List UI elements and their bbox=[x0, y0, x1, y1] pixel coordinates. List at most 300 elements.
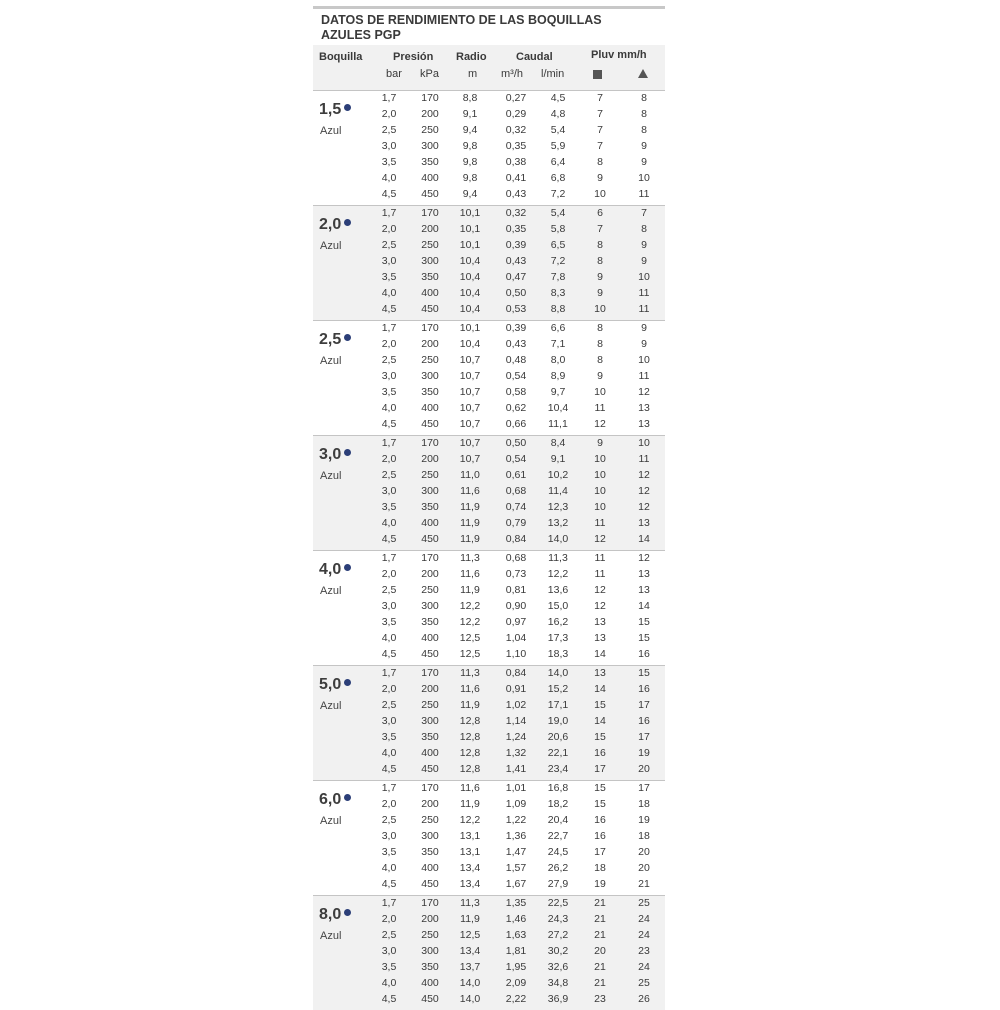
cell-kpa: 300 bbox=[421, 140, 439, 152]
cell-kpa: 200 bbox=[421, 108, 439, 120]
cell-caudal-lmin: 12,2 bbox=[547, 568, 569, 580]
cell-pluv-square: 12 bbox=[594, 584, 606, 596]
cell-kpa: 400 bbox=[421, 632, 439, 644]
table-row bbox=[313, 568, 665, 584]
cell-caudal-m3h: 1,36 bbox=[505, 830, 527, 842]
cell-kpa: 400 bbox=[421, 172, 439, 184]
cell-caudal-lmin: 36,9 bbox=[547, 993, 569, 1005]
cell-caudal-m3h: 1,02 bbox=[505, 699, 527, 711]
nozzle-size: 4,0 bbox=[319, 561, 342, 578]
table-row bbox=[313, 584, 665, 600]
cell-bar: 4,0 bbox=[381, 402, 397, 414]
nozzle-size: 1,5 bbox=[319, 101, 342, 118]
table-row bbox=[313, 338, 665, 354]
cell-caudal-lmin: 7,1 bbox=[550, 338, 566, 350]
cell-pluv-triangle: 24 bbox=[638, 929, 650, 941]
cell-radio: 10,4 bbox=[459, 303, 481, 315]
cell-radio: 14,0 bbox=[459, 993, 481, 1005]
cell-caudal-m3h: 0,53 bbox=[505, 303, 527, 315]
cell-kpa: 170 bbox=[421, 437, 439, 449]
cell-radio: 10,7 bbox=[459, 354, 481, 366]
cell-pluv-square: 13 bbox=[594, 632, 606, 644]
cell-bar: 3,5 bbox=[381, 961, 397, 973]
cell-pluv-square: 15 bbox=[594, 782, 606, 794]
cell-pluv-triangle: 16 bbox=[638, 715, 650, 727]
table-row bbox=[313, 108, 665, 124]
cell-caudal-lmin: 12,3 bbox=[547, 501, 569, 513]
cell-pluv-triangle: 11 bbox=[638, 370, 650, 382]
table-row bbox=[313, 156, 665, 172]
cell-kpa: 300 bbox=[421, 600, 439, 612]
table-row bbox=[313, 961, 665, 977]
cell-caudal-m3h: 0,68 bbox=[505, 552, 527, 564]
nozzle-color: Azul bbox=[320, 240, 342, 252]
nozzle-color: Azul bbox=[320, 585, 342, 597]
section-divider bbox=[313, 435, 665, 436]
cell-radio: 11,3 bbox=[460, 897, 480, 909]
nozzle-size: 3,0 bbox=[319, 446, 342, 463]
nozzle-size: 8,0 bbox=[319, 906, 342, 923]
table-row bbox=[313, 386, 665, 402]
cell-bar: 4,0 bbox=[381, 862, 397, 874]
cell-caudal-lmin: 9,1 bbox=[550, 453, 566, 465]
cell-caudal-lmin: 11,4 bbox=[548, 485, 568, 497]
cell-pluv-square: 13 bbox=[594, 667, 606, 679]
cell-pluv-square: 6 bbox=[597, 207, 603, 219]
cell-bar: 4,5 bbox=[381, 188, 397, 200]
section-divider bbox=[313, 780, 665, 781]
top-rule bbox=[313, 6, 665, 9]
cell-pluv-square: 19 bbox=[594, 878, 606, 890]
cell-pluv-triangle: 9 bbox=[641, 156, 647, 168]
cell-pluv-square: 12 bbox=[594, 600, 606, 612]
cell-caudal-m3h: 1,22 bbox=[505, 814, 527, 826]
cell-pluv-triangle: 8 bbox=[641, 108, 647, 120]
cell-kpa: 450 bbox=[421, 763, 439, 775]
cell-pluv-square: 17 bbox=[594, 763, 606, 775]
cell-radio: 10,7 bbox=[459, 437, 481, 449]
cell-caudal-m3h: 0,43 bbox=[505, 188, 527, 200]
cell-bar: 4,0 bbox=[381, 632, 397, 644]
table-row bbox=[313, 303, 665, 319]
cell-pluv-square: 15 bbox=[594, 731, 606, 743]
cell-pluv-square: 21 bbox=[594, 961, 606, 973]
cell-caudal-lmin: 20,6 bbox=[547, 731, 569, 743]
cell-pluv-square: 21 bbox=[594, 897, 606, 909]
cell-kpa: 250 bbox=[421, 239, 439, 251]
cell-bar: 2,5 bbox=[381, 239, 397, 251]
cell-bar: 2,0 bbox=[381, 798, 397, 810]
cell-bar: 4,5 bbox=[381, 878, 397, 890]
cell-radio: 9,8 bbox=[462, 156, 478, 168]
cell-caudal-m3h: 1,57 bbox=[505, 862, 527, 874]
cell-kpa: 350 bbox=[421, 731, 439, 743]
cell-caudal-lmin: 6,8 bbox=[550, 172, 566, 184]
cell-radio: 9,8 bbox=[462, 172, 478, 184]
cell-caudal-lmin: 5,9 bbox=[550, 140, 566, 152]
cell-kpa: 250 bbox=[421, 699, 439, 711]
cell-pluv-square: 7 bbox=[597, 140, 603, 152]
cell-pluv-triangle: 14 bbox=[638, 600, 650, 612]
cell-radio: 11,9 bbox=[460, 798, 480, 810]
cell-caudal-lmin: 27,9 bbox=[547, 878, 569, 890]
cell-caudal-lmin: 5,8 bbox=[550, 223, 566, 235]
cell-pluv-square: 10 bbox=[594, 386, 606, 398]
nozzle-color: Azul bbox=[320, 700, 342, 712]
cell-pluv-square: 16 bbox=[594, 747, 606, 759]
cell-pluv-triangle: 10 bbox=[638, 354, 650, 366]
cell-pluv-square: 8 bbox=[597, 338, 603, 350]
cell-caudal-m3h: 0,73 bbox=[505, 568, 527, 580]
cell-kpa: 200 bbox=[421, 223, 439, 235]
table-row bbox=[313, 862, 665, 878]
table-row bbox=[313, 517, 665, 533]
cell-radio: 12,2 bbox=[459, 600, 481, 612]
nozzle-color: Azul bbox=[320, 930, 342, 942]
cell-kpa: 350 bbox=[421, 386, 439, 398]
cell-caudal-lmin: 18,3 bbox=[547, 648, 569, 660]
cell-bar: 1,7 bbox=[381, 322, 397, 334]
cell-caudal-lmin: 30,2 bbox=[547, 945, 569, 957]
nozzle-section bbox=[313, 780, 665, 895]
cell-caudal-lmin: 20,4 bbox=[547, 814, 569, 826]
cell-kpa: 300 bbox=[421, 485, 439, 497]
cell-radio: 10,1 bbox=[459, 223, 481, 235]
table-row bbox=[313, 616, 665, 632]
nozzle-performance-table bbox=[313, 0, 665, 1005]
cell-radio: 9,1 bbox=[462, 108, 478, 120]
cell-bar: 4,0 bbox=[381, 172, 397, 184]
cell-pluv-triangle: 24 bbox=[638, 961, 650, 973]
cell-caudal-m3h: 0,32 bbox=[505, 124, 527, 136]
table-row bbox=[313, 370, 665, 386]
cell-caudal-m3h: 0,38 bbox=[505, 156, 527, 168]
square-icon bbox=[593, 70, 602, 82]
cell-pluv-triangle: 21 bbox=[638, 878, 650, 890]
cell-pluv-square: 15 bbox=[594, 798, 606, 810]
header-unit-m: m bbox=[468, 68, 478, 80]
table-row bbox=[313, 239, 665, 255]
cell-pluv-square: 14 bbox=[594, 648, 606, 660]
cell-pluv-triangle: 12 bbox=[638, 386, 650, 398]
cell-kpa: 350 bbox=[421, 156, 439, 168]
cell-pluv-square: 11 bbox=[594, 402, 606, 414]
cell-pluv-triangle: 11 bbox=[638, 287, 650, 299]
cell-pluv-triangle: 10 bbox=[638, 172, 650, 184]
cell-radio: 11,9 bbox=[460, 517, 480, 529]
cell-radio: 11,3 bbox=[460, 552, 480, 564]
cell-pluv-triangle: 9 bbox=[641, 239, 647, 251]
cell-radio: 10,1 bbox=[459, 239, 481, 251]
cell-radio: 10,7 bbox=[459, 386, 481, 398]
cell-bar: 3,5 bbox=[381, 501, 397, 513]
cell-kpa: 250 bbox=[421, 469, 439, 481]
table-row bbox=[313, 172, 665, 188]
table-row bbox=[313, 830, 665, 846]
cell-radio: 10,7 bbox=[459, 402, 481, 414]
section-divider bbox=[313, 895, 665, 896]
cell-kpa: 170 bbox=[421, 322, 439, 334]
cell-bar: 2,0 bbox=[381, 223, 397, 235]
cell-bar: 3,5 bbox=[381, 616, 397, 628]
cell-pluv-triangle: 15 bbox=[638, 667, 650, 679]
cell-caudal-lmin: 7,2 bbox=[550, 188, 566, 200]
cell-caudal-m3h: 1,14 bbox=[505, 715, 527, 727]
nozzle-section bbox=[313, 665, 665, 780]
nozzle-color: Azul bbox=[320, 815, 342, 827]
table-row bbox=[313, 437, 665, 453]
cell-kpa: 170 bbox=[421, 207, 439, 219]
cell-radio: 12,2 bbox=[459, 814, 481, 826]
cell-bar: 1,7 bbox=[381, 92, 397, 104]
cell-kpa: 300 bbox=[421, 255, 439, 267]
cell-bar: 2,0 bbox=[381, 568, 397, 580]
table-row bbox=[313, 683, 665, 699]
cell-pluv-triangle: 19 bbox=[638, 747, 650, 759]
section-divider bbox=[313, 550, 665, 551]
title-line-2: AZULES PGP bbox=[321, 28, 401, 42]
table-row bbox=[313, 814, 665, 830]
cell-kpa: 400 bbox=[421, 287, 439, 299]
cell-caudal-m3h: 0,90 bbox=[505, 600, 527, 612]
cell-pluv-triangle: 9 bbox=[641, 255, 647, 267]
cell-caudal-lmin: 32,6 bbox=[547, 961, 569, 973]
cell-caudal-m3h: 0,27 bbox=[505, 92, 527, 104]
header-presion: Presión bbox=[393, 51, 434, 63]
table-row bbox=[313, 501, 665, 517]
cell-radio: 11,6 bbox=[460, 782, 480, 794]
cell-caudal-m3h: 2,22 bbox=[505, 993, 527, 1005]
table-row bbox=[313, 715, 665, 731]
cell-caudal-lmin: 11,3 bbox=[548, 552, 568, 564]
cell-radio: 12,5 bbox=[459, 632, 481, 644]
cell-bar: 3,0 bbox=[381, 830, 397, 842]
cell-pluv-triangle: 17 bbox=[638, 782, 650, 794]
nozzle-section bbox=[313, 435, 665, 550]
cell-kpa: 450 bbox=[421, 648, 439, 660]
header-pluv: Pluv mm/h bbox=[591, 49, 647, 61]
cell-radio: 13,4 bbox=[459, 878, 481, 890]
cell-caudal-lmin: 10,2 bbox=[547, 469, 569, 481]
cell-bar: 4,5 bbox=[381, 648, 397, 660]
cell-caudal-m3h: 0,50 bbox=[505, 287, 527, 299]
section-divider bbox=[313, 90, 665, 91]
cell-pluv-square: 21 bbox=[594, 929, 606, 941]
cell-pluv-triangle: 10 bbox=[638, 437, 650, 449]
cell-kpa: 450 bbox=[421, 533, 439, 545]
cell-bar: 1,7 bbox=[381, 207, 397, 219]
cell-radio: 12,8 bbox=[459, 763, 481, 775]
cell-pluv-square: 10 bbox=[594, 303, 606, 315]
cell-bar: 3,5 bbox=[381, 731, 397, 743]
cell-bar: 4,0 bbox=[381, 747, 397, 759]
cell-caudal-m3h: 0,39 bbox=[505, 322, 527, 334]
cell-pluv-square: 21 bbox=[594, 977, 606, 989]
cell-pluv-triangle: 18 bbox=[638, 830, 650, 842]
table-row bbox=[313, 747, 665, 763]
cell-bar: 4,5 bbox=[381, 763, 397, 775]
cell-radio: 11,6 bbox=[460, 485, 480, 497]
table-header bbox=[313, 45, 665, 90]
cell-radio: 11,9 bbox=[460, 501, 480, 513]
cell-bar: 3,5 bbox=[381, 271, 397, 283]
header-unit-bar: bar bbox=[386, 68, 402, 80]
cell-caudal-m3h: 0,43 bbox=[505, 338, 527, 350]
cell-pluv-triangle: 12 bbox=[638, 469, 650, 481]
cell-kpa: 400 bbox=[421, 402, 439, 414]
cell-kpa: 250 bbox=[421, 929, 439, 941]
cell-kpa: 250 bbox=[421, 584, 439, 596]
cell-kpa: 300 bbox=[421, 830, 439, 842]
cell-kpa: 170 bbox=[421, 782, 439, 794]
cell-pluv-triangle: 8 bbox=[641, 223, 647, 235]
cell-pluv-square: 12 bbox=[594, 418, 606, 430]
cell-pluv-square: 9 bbox=[597, 370, 603, 382]
cell-pluv-triangle: 15 bbox=[638, 632, 650, 644]
nozzle-size: 2,0 bbox=[319, 216, 342, 233]
cell-pluv-square: 10 bbox=[594, 453, 606, 465]
cell-pluv-square: 9 bbox=[597, 172, 603, 184]
cell-caudal-lmin: 16,8 bbox=[547, 782, 569, 794]
cell-pluv-triangle: 12 bbox=[638, 501, 650, 513]
cell-caudal-m3h: 1,67 bbox=[505, 878, 527, 890]
cell-caudal-m3h: 1,41 bbox=[505, 763, 527, 775]
cell-caudal-m3h: 1,32 bbox=[505, 747, 527, 759]
cell-kpa: 200 bbox=[421, 338, 439, 350]
cell-radio: 14,0 bbox=[459, 977, 481, 989]
cell-caudal-lmin: 15,2 bbox=[547, 683, 569, 695]
cell-caudal-lmin: 8,0 bbox=[550, 354, 566, 366]
cell-caudal-m3h: 1,35 bbox=[505, 897, 527, 909]
cell-bar: 1,7 bbox=[381, 552, 397, 564]
table-row bbox=[313, 552, 665, 568]
table-row bbox=[313, 632, 665, 648]
cell-pluv-triangle: 11 bbox=[638, 453, 650, 465]
nozzle-color: Azul bbox=[320, 470, 342, 482]
cell-radio: 10,4 bbox=[459, 271, 481, 283]
cell-caudal-m3h: 0,32 bbox=[505, 207, 527, 219]
cell-caudal-lmin: 10,4 bbox=[547, 402, 569, 414]
cell-pluv-square: 10 bbox=[594, 188, 606, 200]
table-row bbox=[313, 897, 665, 913]
cell-caudal-m3h: 0,97 bbox=[505, 616, 527, 628]
cell-kpa: 170 bbox=[421, 92, 439, 104]
cell-pluv-triangle: 20 bbox=[638, 763, 650, 775]
table-row bbox=[313, 287, 665, 303]
cell-pluv-square: 7 bbox=[597, 124, 603, 136]
cell-caudal-m3h: 0,61 bbox=[505, 469, 527, 481]
table-row bbox=[313, 945, 665, 961]
cell-kpa: 250 bbox=[421, 354, 439, 366]
cell-caudal-m3h: 1,63 bbox=[505, 929, 527, 941]
cell-kpa: 450 bbox=[421, 418, 439, 430]
cell-radio: 11,0 bbox=[460, 469, 480, 481]
cell-radio: 13,1 bbox=[459, 846, 481, 858]
cell-bar: 1,7 bbox=[381, 897, 397, 909]
cell-bar: 3,5 bbox=[381, 846, 397, 858]
cell-bar: 4,5 bbox=[381, 418, 397, 430]
table-row bbox=[313, 913, 665, 929]
cell-pluv-triangle: 25 bbox=[638, 897, 650, 909]
cell-radio: 11,9 bbox=[460, 699, 480, 711]
cell-pluv-triangle: 13 bbox=[638, 517, 650, 529]
cell-caudal-lmin: 5,4 bbox=[550, 207, 566, 219]
cell-pluv-square: 8 bbox=[597, 322, 603, 334]
cell-pluv-square: 23 bbox=[594, 993, 606, 1005]
cell-caudal-lmin: 15,0 bbox=[547, 600, 569, 612]
table-row bbox=[313, 699, 665, 715]
table-row bbox=[313, 92, 665, 108]
cell-caudal-m3h: 0,62 bbox=[505, 402, 527, 414]
table-row bbox=[313, 782, 665, 798]
cell-caudal-lmin: 17,1 bbox=[547, 699, 569, 711]
cell-radio: 13,1 bbox=[459, 830, 481, 842]
cell-caudal-lmin: 17,3 bbox=[547, 632, 569, 644]
cell-bar: 3,0 bbox=[381, 370, 397, 382]
section-divider bbox=[313, 205, 665, 206]
section-divider bbox=[313, 665, 665, 666]
cell-radio: 11,3 bbox=[460, 667, 480, 679]
cell-caudal-m3h: 0,41 bbox=[505, 172, 527, 184]
cell-radio: 12,8 bbox=[459, 715, 481, 727]
cell-pluv-triangle: 20 bbox=[638, 846, 650, 858]
cell-pluv-triangle: 12 bbox=[638, 485, 650, 497]
cell-kpa: 450 bbox=[421, 993, 439, 1005]
cell-bar: 1,7 bbox=[381, 667, 397, 679]
header-unit-lmin: l/min bbox=[541, 68, 565, 80]
cell-caudal-m3h: 1,01 bbox=[505, 782, 527, 794]
cell-bar: 2,5 bbox=[381, 699, 397, 711]
section-divider bbox=[313, 320, 665, 321]
cell-pluv-triangle: 13 bbox=[638, 418, 650, 430]
cell-caudal-lmin: 4,8 bbox=[550, 108, 566, 120]
cell-caudal-lmin: 24,5 bbox=[547, 846, 569, 858]
table-row bbox=[313, 993, 665, 1009]
cell-kpa: 300 bbox=[421, 370, 439, 382]
table-row bbox=[313, 469, 665, 485]
cell-caudal-lmin: 34,8 bbox=[547, 977, 569, 989]
cell-pluv-square: 11 bbox=[594, 552, 606, 564]
cell-bar: 2,5 bbox=[381, 814, 397, 826]
cell-kpa: 350 bbox=[421, 501, 439, 513]
cell-pluv-square: 18 bbox=[594, 862, 606, 874]
table-row bbox=[313, 255, 665, 271]
cell-pluv-triangle: 13 bbox=[638, 402, 650, 414]
cell-caudal-lmin: 14,0 bbox=[547, 533, 569, 545]
cell-bar: 2,0 bbox=[381, 108, 397, 120]
cell-caudal-lmin: 8,8 bbox=[550, 303, 566, 315]
cell-radio: 11,6 bbox=[460, 568, 480, 580]
cell-pluv-square: 7 bbox=[597, 92, 603, 104]
cell-pluv-triangle: 11 bbox=[638, 303, 650, 315]
cell-bar: 2,0 bbox=[381, 683, 397, 695]
table-row bbox=[313, 223, 665, 239]
cell-kpa: 250 bbox=[421, 814, 439, 826]
cell-caudal-m3h: 0,48 bbox=[505, 354, 527, 366]
cell-pluv-square: 15 bbox=[594, 699, 606, 711]
cell-pluv-triangle: 12 bbox=[638, 552, 650, 564]
cell-bar: 3,0 bbox=[381, 485, 397, 497]
table-row bbox=[313, 354, 665, 370]
cell-kpa: 200 bbox=[421, 913, 439, 925]
cell-pluv-triangle: 9 bbox=[641, 338, 647, 350]
cell-pluv-triangle: 8 bbox=[641, 124, 647, 136]
header-unit-kpa: kPa bbox=[420, 68, 439, 80]
table-row bbox=[313, 418, 665, 434]
cell-bar: 2,5 bbox=[381, 929, 397, 941]
cell-radio: 11,9 bbox=[460, 913, 480, 925]
cell-pluv-triangle: 11 bbox=[638, 188, 650, 200]
